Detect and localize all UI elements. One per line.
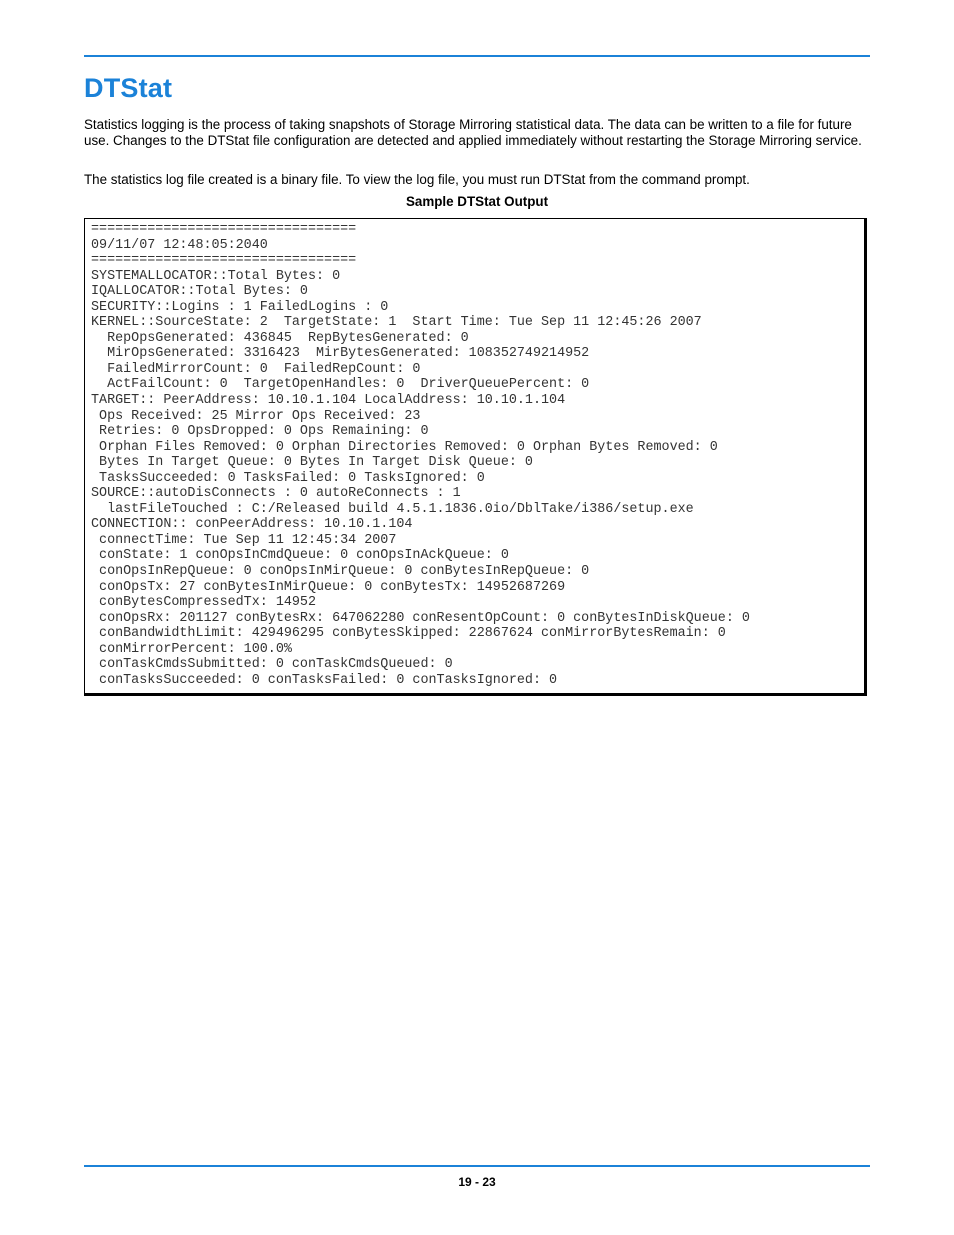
code-line: lastFileTouched : C:/Released build 4.5.1.1836.0io/DblTake/i386/setup.exe: [91, 501, 694, 517]
code-line: Ops Received: 25 Mirror Ops Received: 23: [91, 408, 421, 424]
code-line: conBytesCompressedTx: 14952: [91, 595, 316, 611]
code-line: RepOpsGenerated: 436845 RepBytesGenerated: 0: [91, 330, 469, 346]
footer-rule: [84, 1165, 870, 1167]
code-line: MirOpsGenerated: 3316423 MirBytesGenerated: 108352749214952: [91, 346, 590, 362]
code-line: conOpsInRepQueue: 0 conOpsInMirQueue: 0 conBytesInRepQueue: 0: [91, 564, 590, 580]
header-rule: [84, 55, 870, 57]
code-line: FailedMirrorCount: 0 FailedRepCount: 0: [91, 361, 421, 377]
code-sample-text: [91, 222, 750, 688]
code-line: KERNEL::SourceState: 2 TargetState: 1 Start Time: Tue Sep 11 12:45:26 2007: [91, 315, 702, 331]
code-line: ActFailCount: 0 TargetOpenHandles: 0 DriverQueuePercent: 0: [91, 377, 590, 393]
log-file-paragraph: The statistics log file created is a binary file. To view the log file, you must run DTStat from the command prompt.: [84, 172, 750, 187]
code-line: TasksSucceeded: 0 TasksFailed: 0 TasksIgnored: 0: [91, 470, 485, 486]
code-line: conMirrorPercent: 100.0%: [91, 641, 292, 657]
intro-paragraph: Statistics logging is the process of taking snapshots of Storage Mirroring statistical data. The data can be written to a file for future use. Changes to the DTStat file configuration are detected and applied immediately without restarting the Storage Mirroring service.: [84, 117, 862, 148]
page-number: 19 - 23: [458, 1175, 496, 1189]
code-line: conTaskCmdsSubmitted: 0 conTaskCmdsQueued: 0: [91, 657, 453, 673]
code-line: conTasksSucceeded: 0 conTasksFailed: 0 conTasksIgnored: 0: [91, 672, 558, 688]
page-title: DTStat: [84, 73, 173, 103]
code-line: IQALLOCATOR::Total Bytes: 0: [91, 284, 308, 300]
code-line: conOpsRx: 201127 conBytesRx: 647062280 conResentOpCount: 0 conBytesInDiskQueue: 0: [91, 610, 750, 626]
code-line: conBandwidthLimit: 429496295 conBytesSkipped: 22867624 conMirrorBytesRemain: 0: [91, 626, 726, 642]
code-sample-box: [84, 218, 867, 696]
code-line: =================================: [91, 253, 357, 269]
code-line: SOURCE::autoDisConnects : 0 autoReConnects : 1: [91, 486, 461, 502]
code-line: conOpsTx: 27 conBytesInMirQueue: 0 conBytesTx: 14952687269: [91, 579, 566, 595]
code-line: conState: 1 conOpsInCmdQueue: 0 conOpsInAckQueue: 0: [91, 548, 509, 564]
code-line: Orphan Files Removed: 0 Orphan Directories Removed: 0 Orphan Bytes Removed: 0: [91, 439, 718, 455]
code-line: Retries: 0 OpsDropped: 0 Ops Remaining: 0: [91, 424, 429, 440]
code-line: Bytes In Target Queue: 0 Bytes In Target Disk Queue: 0: [91, 455, 533, 471]
code-line: TARGET:: PeerAddress: 10.10.1.104 LocalAddress: 10.10.1.104: [91, 393, 566, 409]
code-line: connectTime: Tue Sep 11 12:45:34 2007: [91, 532, 397, 548]
code-line: SECURITY::Logins : 1 FailedLogins : 0: [91, 299, 389, 315]
code-line: SYSTEMALLOCATOR::Total Bytes: 0: [91, 268, 341, 284]
code-line: CONNECTION:: conPeerAddress: 10.10.1.104: [91, 517, 413, 533]
code-line: 09/11/07 12:48:05:2040: [91, 237, 268, 253]
code-caption: Sample DTStat Output: [405, 194, 549, 209]
code-line: =================================: [91, 222, 357, 237]
